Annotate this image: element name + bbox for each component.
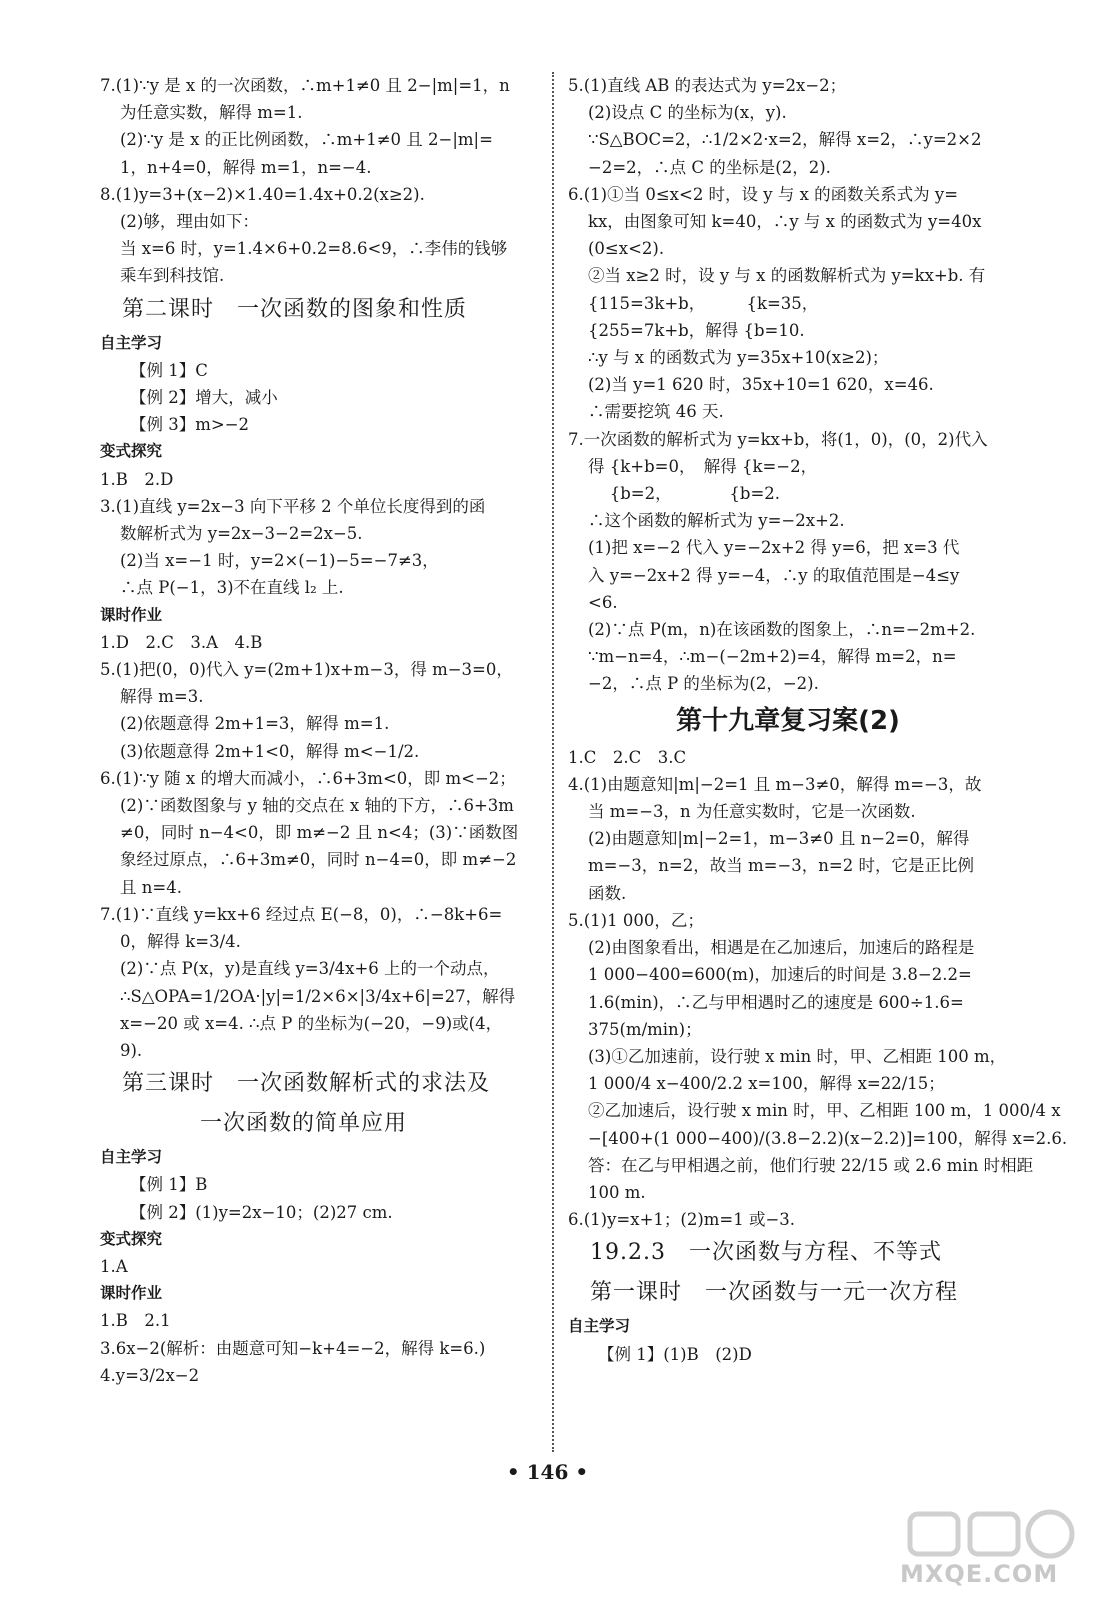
answer-line: 9). — [120, 1040, 143, 1060]
answer-line: (2)∵点 P(x，y)是直线 y=3/4x+6 上的一个动点， — [120, 959, 500, 979]
answer-line: 8.(1)y=3+(x−2)×1.40=1.4x+0.2(x≥2). — [100, 184, 425, 204]
answer-line: −2，∴点 P 的坐标为(2，−2). — [588, 674, 819, 694]
answer-line: (3)①乙加速前，设行驶 x min 时，甲、乙相距 100 m， — [588, 1046, 1007, 1066]
answer-line: 5.(1)把(0，0)代入 y=(2m+1)x+m−3，得 m−3=0， — [100, 660, 513, 680]
answer-line: 100 m. — [588, 1182, 646, 1202]
answer-line: x=−20 或 x=4. ∴点 P 的坐标为(−20，−9)或(4， — [120, 1013, 503, 1033]
answer-line: 7.(1)∵y 是 x 的一次函数，∴m+1≠0 且 2−|m|=1，n — [100, 76, 510, 95]
watermark-text: MXQE.COM — [900, 1560, 1059, 1588]
answer-line: 1.D 2.C 3.A 4.B — [100, 632, 263, 652]
section-heading: 变式探究 — [100, 442, 163, 461]
answer-line: (2)由题意知|m|−2=1，m−3≠0 且 n−2=0，解得 — [588, 829, 970, 849]
answer-line: 1 000−400=600(m)，加速后的时间是 3.8−2.2= — [588, 965, 972, 985]
section-heading: 自主学习 — [568, 1317, 631, 1336]
answer-line: (0≤x<2). — [588, 239, 665, 259]
answer-line: 1 000/4 x−400/2.2 x=100，解得 x=22/15； — [588, 1074, 945, 1094]
answer-line: 【例 1】C — [130, 360, 208, 380]
left-column — [100, 72, 540, 1389]
answer-line: 当 m=−3，n 为任意实数时，它是一次函数. — [588, 802, 916, 822]
answer-line: 乘车到科技馆. — [120, 266, 225, 286]
answer-line: 数解析式为 y=2x−3−2=2x−5. — [120, 524, 363, 544]
right-column — [568, 72, 1068, 1368]
answer-line: 【例 2】(1)y=2x−10；(2)27 cm. — [130, 1202, 393, 1222]
answer-line: 1.A — [100, 1256, 128, 1276]
answer-line: 函数. — [588, 883, 627, 903]
answer-line: ∴y 与 x 的函数式为 y=35x+10(x≥2)； — [588, 348, 889, 368]
answer-line: (2)够，理由如下： — [120, 212, 259, 232]
answer-line: 5.(1)1 000，乙； — [568, 910, 704, 930]
answer-line: ∴这个函数的解析式为 y=−2x+2. — [588, 511, 845, 531]
answer-line: 【例 3】m>−2 — [130, 415, 250, 435]
answer-line: 6.(1)y=x+1；(2)m=1 或−3. — [568, 1210, 796, 1230]
answer-line: 7.(1)∵直线 y=kx+6 经过点 E(−8，0)，∴−8k+6= — [100, 904, 503, 924]
answer-line: {b=2， {b=2. — [588, 484, 781, 504]
answer-line: 0，解得 k=3/4. — [120, 932, 241, 952]
answer-line: 当 x=6 时，y=1.4×6+0.2=8.6<9，∴李伟的钱够 — [120, 239, 508, 259]
answer-line: 3.(1)直线 y=2x−3 向下平移 2 个单位长度得到的函 — [100, 496, 486, 516]
page-number: • 146 • — [506, 1460, 589, 1484]
answer-line: 1.B 2.1 — [100, 1311, 171, 1331]
answer-line: (2)∵y 是 x 的正比例函数，∴m+1≠0 且 2−|m|= — [120, 130, 493, 150]
answer-line: ②乙加速后，设行驶 x min 时，甲、乙相距 100 m，1 000/4 x — [588, 1101, 1061, 1121]
answer-line: (2)∵点 P(m，n)在该函数的图象上，∴n=−2m+2. — [588, 620, 976, 640]
answer-line: 答：在乙与甲相遇之前，他们行驶 22/15 或 2.6 min 时相距 — [588, 1155, 1034, 1175]
answer-line: 为任意实数，解得 m=1. — [120, 103, 303, 123]
lesson-title: 第二课时 一次函数的图象和性质 — [122, 296, 468, 322]
answer-line: (3)依题意得 2m+1<0，解得 m<−1/2. — [120, 741, 420, 761]
answer-line: 象经过原点，∴6+3m≠0，同时 n−4=0，即 m≠−2 — [120, 850, 517, 870]
answer-line: (1)把 x=−2 代入 y=−2x+2 得 y=6，把 x=3 代 — [588, 538, 960, 558]
answer-line: ∴S△OPA=1/2OA·|y|=1/2×6×|3/4x+6|=27，解得 — [120, 986, 516, 1006]
section-heading: 自主学习 — [100, 1148, 163, 1167]
answer-line: 375(m/min)； — [588, 1019, 702, 1039]
chapter-title: 第十九章复习案(2) — [676, 705, 900, 736]
section-heading: 自主学习 — [100, 333, 163, 352]
answer-line: m=−3，n=2，故当 m=−3，n=2 时，它是正比例 — [588, 856, 974, 876]
answer-line: {115=3k+b， {k=35， — [588, 293, 819, 313]
answer-line: (2)当 y=1 620 时，35x+10=1 620，x=46. — [588, 375, 934, 395]
answer-line: 入 y=−2x+2 得 y=−4，∴y 的取值范围是−4≤y — [588, 565, 960, 585]
answer-line: 4.(1)由题意知|m|−2=1 且 m−3≠0，解得 m=−3，故 — [568, 774, 982, 794]
answer-line: 4.y=3/2x−2 — [100, 1365, 200, 1385]
answer-line: 1，n+4=0，解得 m=1，n=−4. — [120, 157, 372, 177]
section-heading: 变式探究 — [100, 1229, 163, 1248]
answer-line: ∵S△BOC=2，∴1/2×2·x=2，解得 x=2，∴y=2×2 — [588, 130, 982, 150]
answer-line: ∵m−n=4，∴m−(−2m+2)=4，解得 m=2，n= — [588, 647, 957, 667]
answer-line: 解得 m=3. — [120, 687, 204, 707]
answer-line: (2)∵函数图象与 y 轴的交点在 x 轴的下方，∴6+3m — [120, 796, 514, 816]
lesson-title: 一次函数的简单应用 — [200, 1111, 408, 1137]
answer-line: ≠0，同时 n−4<0，即 m≠−2 且 n<4；(3)∵函数图 — [120, 823, 519, 843]
answer-line: (2)设点 C 的坐标为(x，y). — [588, 103, 787, 123]
answer-line: −[400+(1 000−400)/(3.8−2.2)(x−2.2)]=100，解得 x=2.6. — [588, 1128, 1068, 1148]
answer-line: 3.6x−2(解析：由题意可知−k+4=−2，解得 k=6.) — [100, 1338, 486, 1358]
lesson-title: 19.2.3 一次函数与方程、不等式 — [590, 1240, 942, 1266]
answer-line: (2)依题意得 2m+1=3，解得 m=1. — [120, 714, 390, 734]
answer-line: −2=2，∴点 C 的坐标是(2，2). — [588, 157, 831, 177]
answer-line: kx，由图象可知 k=40，∴y 与 x 的函数式为 y=40x — [588, 212, 982, 232]
answer-line: 6.(1)∵y 随 x 的增大而减小，∴6+3m<0，即 m<−2； — [100, 768, 516, 788]
column-divider — [552, 72, 554, 1452]
answer-line: 【例 2】增大，减小 — [130, 388, 278, 408]
answer-line: (2)当 x=−1 时，y=2×(−1)−5=−7≠3， — [120, 551, 439, 571]
answer-line: 且 n=4. — [120, 877, 182, 897]
answer-line: 6.(1)①当 0≤x<2 时，设 y 与 x 的函数关系式为 y= — [568, 184, 959, 204]
section-heading: 课时作业 — [100, 1284, 163, 1303]
answer-line: 5.(1)直线 AB 的表达式为 y=2x−2； — [568, 76, 847, 95]
answer-line: 【例 1】(1)B (2)D — [598, 1344, 752, 1364]
answer-line: 1.6(min)，∴乙与甲相遇时乙的速度是 600÷1.6= — [588, 992, 964, 1012]
lesson-title: 第一课时 一次函数与一元一次方程 — [590, 1280, 959, 1306]
answer-line: ②当 x≥2 时，设 y 与 x 的函数解析式为 y=kx+b. 有 — [588, 266, 986, 286]
answer-line: 【例 1】B — [130, 1175, 208, 1195]
section-heading: 课时作业 — [100, 605, 163, 624]
answer-line: <6. — [588, 592, 618, 612]
answer-line: 7.一次函数的解析式为 y=kx+b，将(1，0)，(0，2)代入 — [568, 429, 988, 449]
answer-line: ∴点 P(−1，3)不在直线 l₂ 上. — [120, 578, 344, 598]
answer-line: (2)由图象看出，相遇是在乙加速后，加速后的路程是 — [588, 938, 975, 958]
answer-line: ∴需要挖筑 46 天. — [588, 402, 724, 422]
answer-line: 1.B 2.D — [100, 469, 174, 489]
lesson-title: 第三课时 一次函数解析式的求法及 — [122, 1071, 491, 1097]
answer-line: 得 {k+b=0， 解得 {k=−2， — [588, 456, 818, 476]
answer-line: {255=7k+b，解得 {b=10. — [588, 320, 805, 340]
answer-line: 1.C 2.C 3.C — [568, 747, 687, 767]
